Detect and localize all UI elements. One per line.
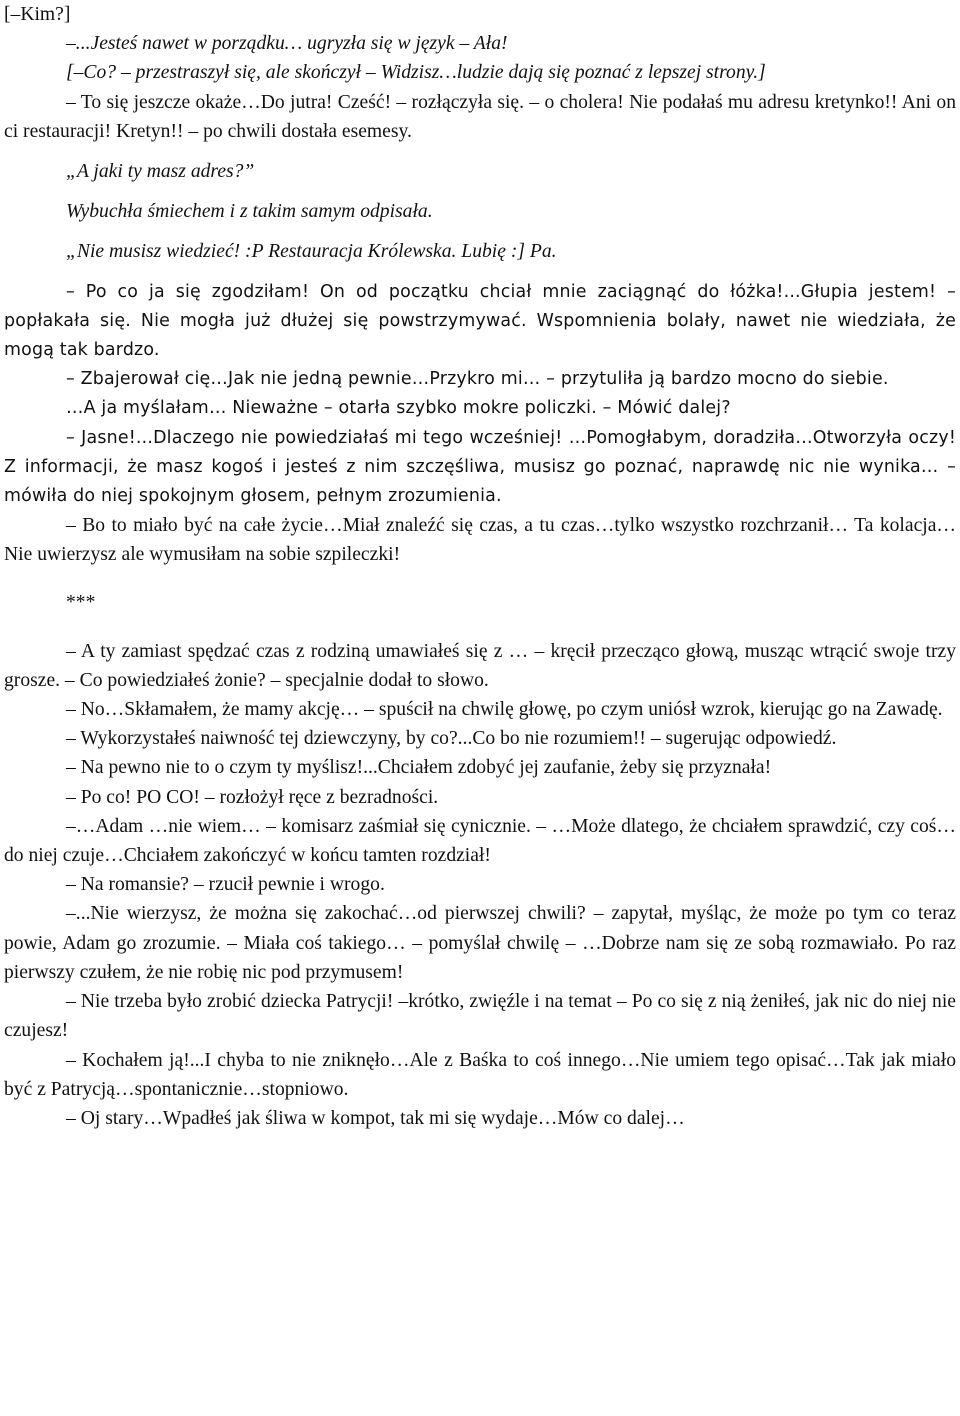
paragraph-adam-nie-wiem: –…Adam …nie wiem… – komisarz zaśmiał się cynicznie. – …Może dlatego, że chciałem sprawdzić, czy coś…do niej czuje…Chciałem zakończyć w końcu tamten rozdział!: [4, 815, 956, 867]
paragraph-na-romansie: – Na romansie? – rzucił pewnie i wrogo.: [66, 874, 385, 896]
sms-nie-musisz-wiedziec: „Nie musisz wiedzieć! :P Restauracja Królewska. Lubię :] Pa.: [66, 241, 557, 263]
paragraph-a-ty-zamiast: – A ty zamiast spędzać czas z rodziną umawiałeś się z … – kręcił przecząco głową, musząc wtrącić swoje trzy grosze. – Co powiedziałeś żonie? – specjalnie dodał to słowo.: [4, 640, 956, 691]
paragraph-wybuchla-smiechem: Wybuchła śmiechem i z takim samym odpisała.: [66, 201, 433, 223]
paragraph-a-ja-myslalam: …A ja myślałam… Nieważne – otarła szybko mokre policzki. – Mówić dalej?: [66, 398, 731, 419]
paragraph-no-sklamalem: – No…Skłamałem, że mamy akcję… – spuścił na chwilę głowę, po czym uniósł wzrok, kierując go na Zawadę.: [66, 699, 943, 721]
bracket-line-kim: [–Kim?]: [4, 4, 71, 25]
sms-a-jaki-adres: „A jaki ty masz adres?”: [66, 161, 255, 183]
document-page: [4, 0, 956, 1133]
paragraph-kochalem-ja: – Kochałem ją!...I chyba to nie zniknęło…Ale z Baśka to coś innego…Nie umiem tego opisać…Tak jak miało być z Patrycją…spontanicznie…stopniowo.: [4, 1049, 956, 1100]
paragraph-bo-to-mialo-byc: – Bo to miało być na całe życie…Miał znaleźć się czas, a tu czas…tylko wszystko rozchrzanił… Ta kolacja…Nie uwierzysz ale wymusiłam na sobie szpileczki!: [4, 515, 956, 566]
paragraph-przestraszyl-sie: [–Co? – przestraszył się, ale skończył – Widzisz…ludzie dają się poznać z lepszej strony.]: [66, 62, 766, 84]
paragraph-to-sie-okaze: – To się jeszcze okaże…Do jutra! Cześć! – rozłączyła się. – o cholera! Nie podałaś mu adresu kretynko!! Ani on ci restauracji! Kretyn!! – po chwili dostała esemesy.: [4, 91, 956, 142]
paragraph-jasne-dlaczego: – Jasne!...Dlaczego nie powiedziałaś mi tego wcześniej! …Pomogłabym, doradziła…Otworzyła oczy! Z informacji, że masz kogoś i jesteś z nim szczęśliwa, musisz go poznać, naprawdę nic nie wynika… – mówiła do niej spokojnym głosem, pełnym zrozumienia.: [4, 427, 956, 507]
section-separator: ***: [66, 591, 96, 613]
paragraph-nie-wierzysz: –...Nie wierzysz, że można się zakochać…od pierwszej chwili? – zapytał, myśląc, że może po tym co teraz powie, Adam go zrozumie. – Miała coś takiego… – pomyślał chwilę – …Dobrze nam się ze sobą rozmawiało. Po raz pierwszy czułem, że nie robię nic pod przymusem!: [4, 903, 956, 983]
paragraph-oj-stary: – Oj stary…Wpadłeś jak śliwa w kompot, tak mi się wydaje…Mów co dalej…: [66, 1107, 685, 1129]
paragraph-wykorzystales: – Wykorzystałeś naiwność tej dziewczyny, by co?...Co bo nie rozumiem!! – sugerując odpowiedź.: [66, 728, 837, 750]
paragraph-na-pewno-nie: – Na pewno nie to o czym ty myślisz!...Chciałem zdobyć jej zaufanie, żeby się przyznała!: [66, 757, 772, 779]
paragraph-po-co-sie-zgodzilam: – Po co ja się zgodziłam! On od początku chciał mnie zaciągnąć do łóżka!...Głupia jestem! – popłakała się. Nie mogła już dłużej się powstrzymywać. Wspomnienia bolały, nawet nie wiedziała, że mogą tak bardzo.: [4, 281, 956, 361]
paragraph-zbajerowal: – Zbajerował cię…Jak nie jedną pewnie…Przykro mi… – przytuliła ją bardzo mocno do siebie.: [66, 369, 889, 390]
paragraph-nie-trzeba-bylo: – Nie trzeba było zrobić dziecka Patrycji! –krótko, zwięźle i na temat – Po co się z nią żeniłeś, jak nic do niej nie czujesz!: [4, 991, 956, 1042]
paragraph-jestes-w-porzadku: –...Jesteś nawet w porządku… ugryzła się w język – Ała!: [66, 33, 508, 55]
paragraph-po-co-po-co: – Po co! PO CO! – rozłożył ręce z bezradności.: [66, 786, 439, 808]
